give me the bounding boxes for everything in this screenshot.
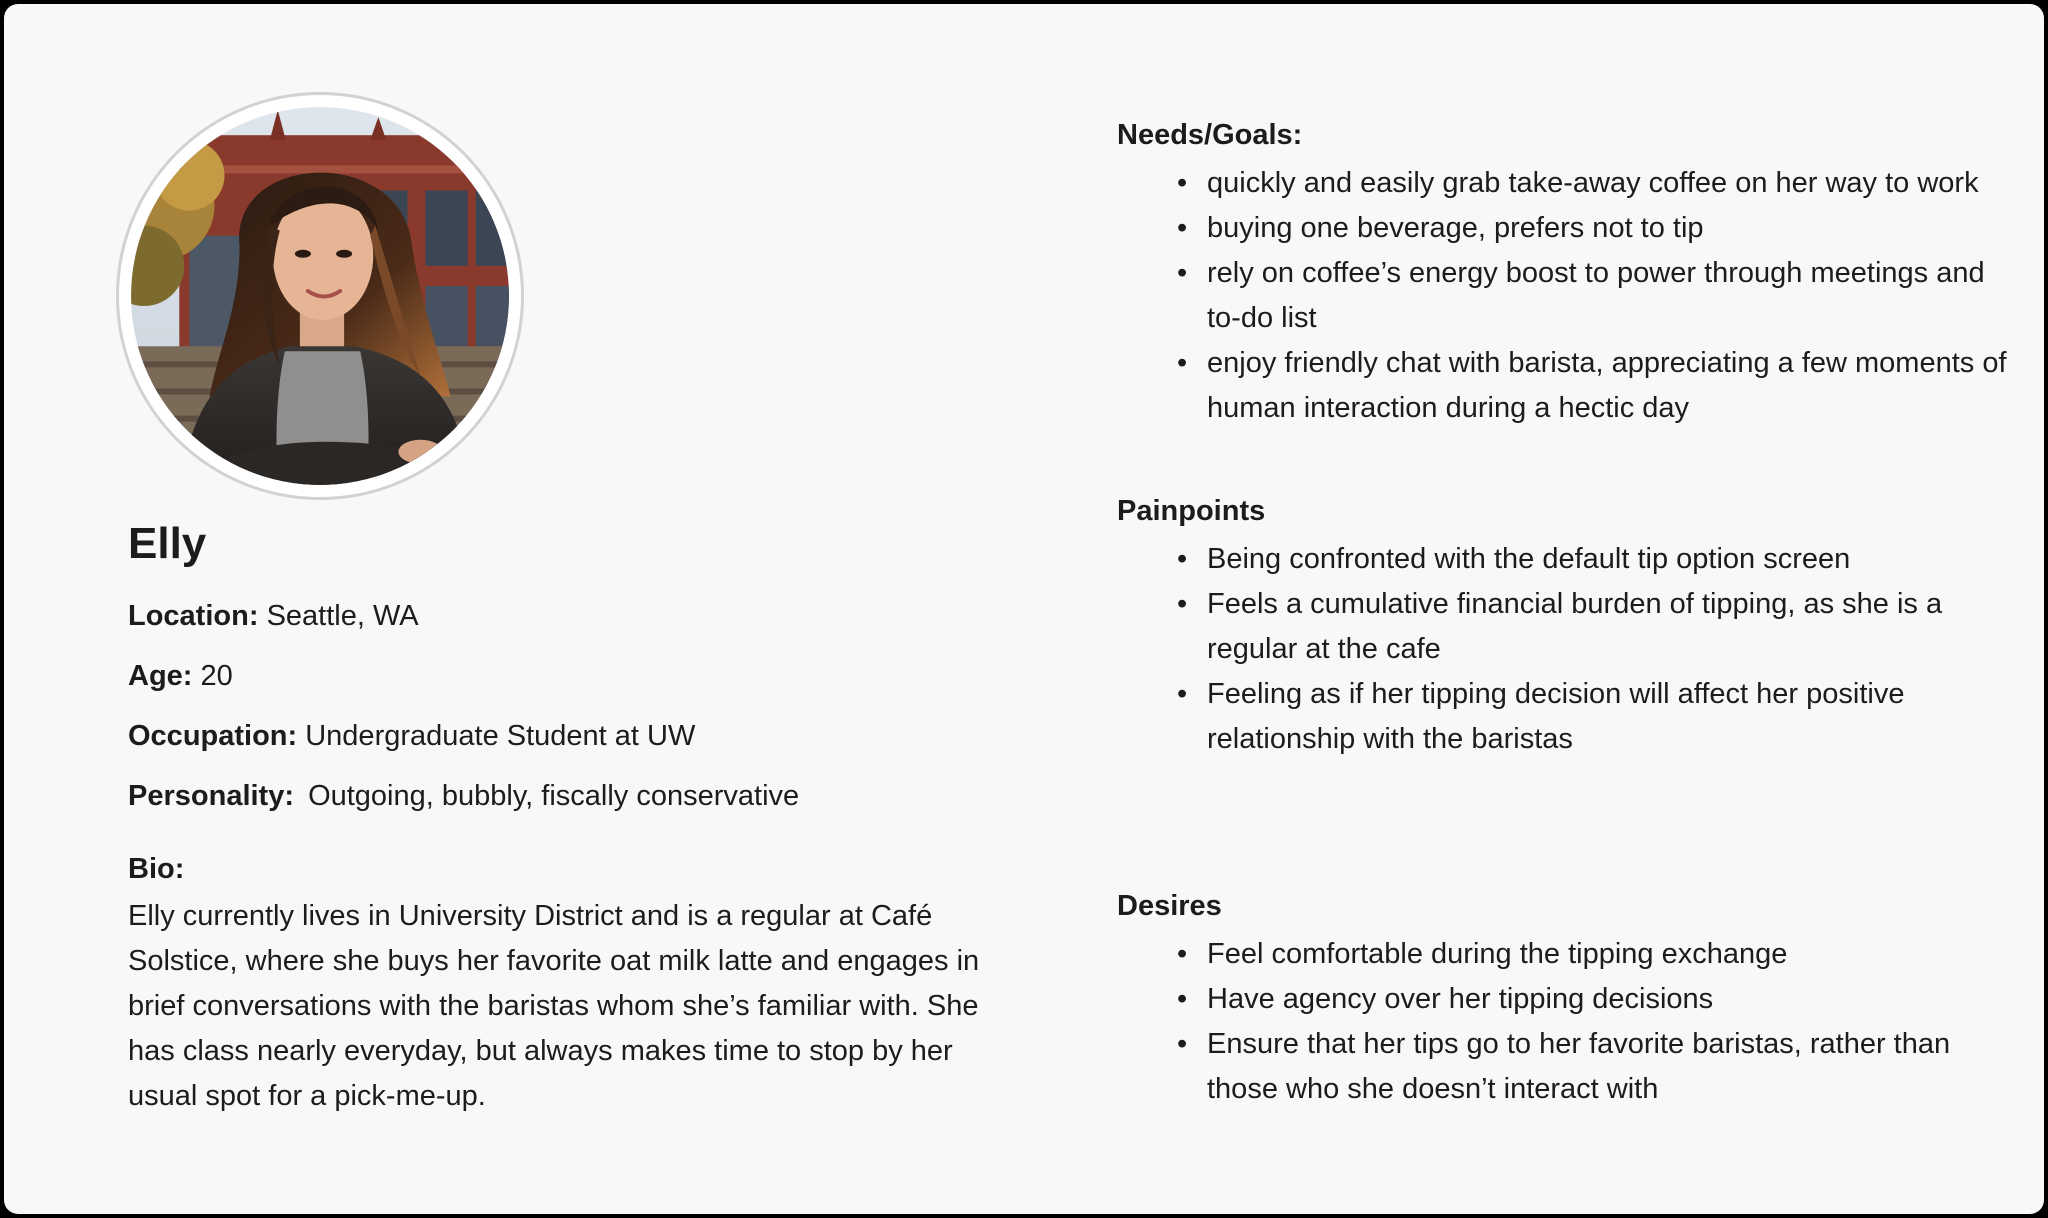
details-column [1117,117,2017,1112]
painpoints-list [1117,537,2017,762]
bullet-icon: • [1177,983,1188,1015]
list-item [1177,251,2017,341]
bullet-icon: • [1177,938,1188,970]
list-item-text: enjoy friendly chat with barista, appreciating a few moments of human interaction during a hectic day [1207,347,2007,424]
persona-card [4,4,2044,1214]
list-item [1177,932,2017,977]
age-label: Age: [128,660,193,692]
bullet-icon: • [1177,543,1188,575]
list-item [1177,161,2017,206]
list-item-text: quickly and easily grab take-away coffee on her way to work [1207,167,1979,199]
personality-row [128,778,1008,814]
desires-section [1117,888,2017,1112]
personality-value: Outgoing, bubbly, fiscally conservative [308,780,800,812]
profile-column [128,92,1008,1119]
list-item-text: Being confronted with the default tip option screen [1207,543,1851,575]
bullet-icon: • [1177,1028,1188,1060]
list-item [1177,582,2017,672]
bullet-icon: • [1177,257,1188,289]
desires-list [1117,932,2017,1112]
list-item-text: buying one beverage, prefers not to tip [1207,212,1704,244]
bullet-icon: • [1177,347,1188,379]
occupation-label: Occupation: [128,720,298,752]
needs-list [1117,161,2017,431]
painpoints-title: Painpoints [1117,495,1266,527]
age-row [128,658,1008,694]
bullet-icon: • [1177,167,1188,199]
list-item-text: Ensure that her tips go to her favorite baristas, rather than those who she doesn’t interact with [1207,1028,1951,1105]
list-item-text: Feeling as if her tipping decision will affect her positive relationship with the baristas [1207,678,1905,755]
bio-text: Elly currently lives in University District and is a regular at Café Solstice, where she buys her favorite oat milk latte and engages in brief conversations with the baristas whom she’s familiar with. She has class nearly everyday, but always makes time to stop by her usual spot for a pick-me-up. [128,900,980,1112]
list-item-text: Have agency over her tipping decisions [1207,983,1714,1015]
personality-label: Personality: [128,780,294,812]
persona-name: Elly [128,519,207,568]
location-label: Location: [128,600,259,632]
list-item [1177,672,2017,762]
bullet-icon: • [1177,212,1188,244]
list-item-text: Feels a cumulative financial burden of tipping, as she is a regular at the cafe [1207,588,1943,665]
list-item [1177,206,2017,251]
list-item [1177,977,2017,1022]
list-item [1177,537,2017,582]
location-row [128,598,1008,634]
occupation-row [128,718,1008,754]
bullet-icon: • [1177,678,1188,710]
age-value: 20 [200,660,233,692]
desires-title: Desires [1117,890,1222,922]
avatar-photo [119,95,521,497]
list-item [1177,1022,2017,1112]
occupation-value: Undergraduate Student at UW [305,720,696,752]
location-value: Seattle, WA [266,600,419,632]
painpoints-section [1117,493,2017,762]
bullet-icon: • [1177,588,1188,620]
needs-title: Needs/Goals: [1117,119,1303,151]
bio-label: Bio: [128,853,185,885]
avatar [116,92,524,500]
needs-section [1117,117,2017,431]
list-item-text: rely on coffee’s energy boost to power through meetings and to-do list [1207,257,1985,334]
list-item [1177,341,2017,431]
list-item-text: Feel comfortable during the tipping exchange [1207,938,1788,970]
